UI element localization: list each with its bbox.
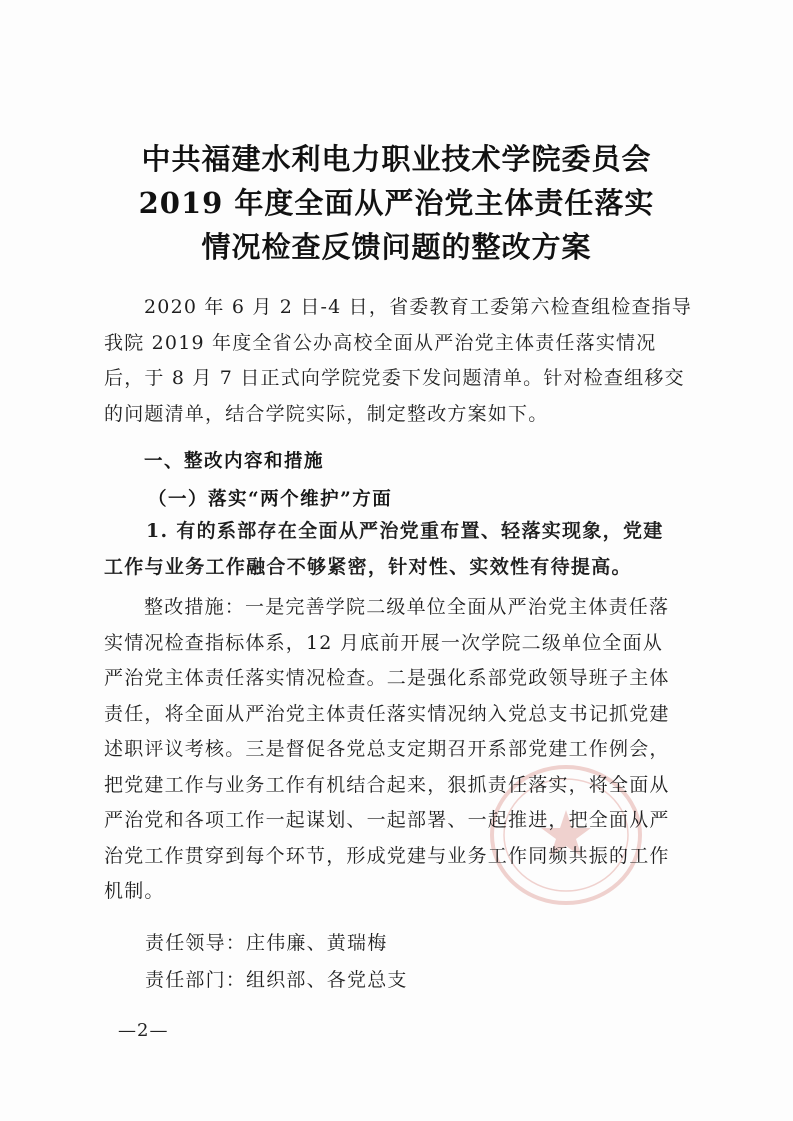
issue-line: 工作与业务工作融合不够紧密，针对性、实效性有待提高。 [104,555,632,578]
intro-line: 我院 2019 年度全省公办高校全面从严治党主体责任落实情况 [104,331,657,354]
issue-line: 1. 有的系部存在全面从严治党重布置、轻落实现象，党建 [146,520,664,542]
document-title [80,137,713,269]
intro-line: 2020 年 6 月 2 日-4 日，省委教育工委第六检查组检查指导 [144,296,693,318]
measures-line: 机制。 [104,880,165,902]
issue-paragraph [104,514,688,585]
title-line-2: 2019 年度全面从严治党主体责任落实 [138,186,655,220]
title-line-1: 中共福建水利电力职业技术学院委员会 [141,142,652,176]
page-number: —2— [118,1020,169,1041]
measures-line: 治党工作贯穿到每个环节，形成党建与业务工作同频共振的工作 [104,844,670,867]
measures-line: 实情况检查指标体系，12 月底前开展一次学院二级单位全面从 [104,631,664,654]
measures-line: 严治党和各项工作一起谋划、一起部署、一起推进，把全面从严 [104,809,670,831]
measures-line: 述职评议考核。三是督促各党总支定期召开系部党建工作例会， [104,738,670,760]
title-line-3: 情况检查反馈问题的整改方案 [201,230,592,264]
measures-line: 整改措施：一是完善学院二级单位全面从严治党主体责任落 [144,596,670,618]
measures-line: 严治党主体责任落实情况检查。二是强化系部党政领导班子主体 [104,667,670,689]
section-heading: 一、整改内容和措施 [144,451,325,472]
responsible-departments: 责任部门：组织部、各党总支 [145,969,408,991]
responsible-leaders: 责任领导：庄伟廉、黄瑞梅 [145,932,388,954]
intro-line: 的问题清单，结合学院实际，制定整改方案如下。 [104,402,549,425]
measures-line: 把党建工作与业务工作有机结合起来，狠抓责任落实，将全面从 [104,773,670,796]
measures-paragraph [104,590,688,910]
subsection-heading: （一）落实“两个维护”方面 [148,489,393,510]
measures-line: 责任，将全面从严治党主体责任落实情况纳入党总支书记抓党建 [104,702,670,725]
intro-paragraph [104,290,693,432]
intro-line: 后，于 8 月 7 日正式向学院党委下发问题清单。针对检查组移交 [104,367,685,389]
